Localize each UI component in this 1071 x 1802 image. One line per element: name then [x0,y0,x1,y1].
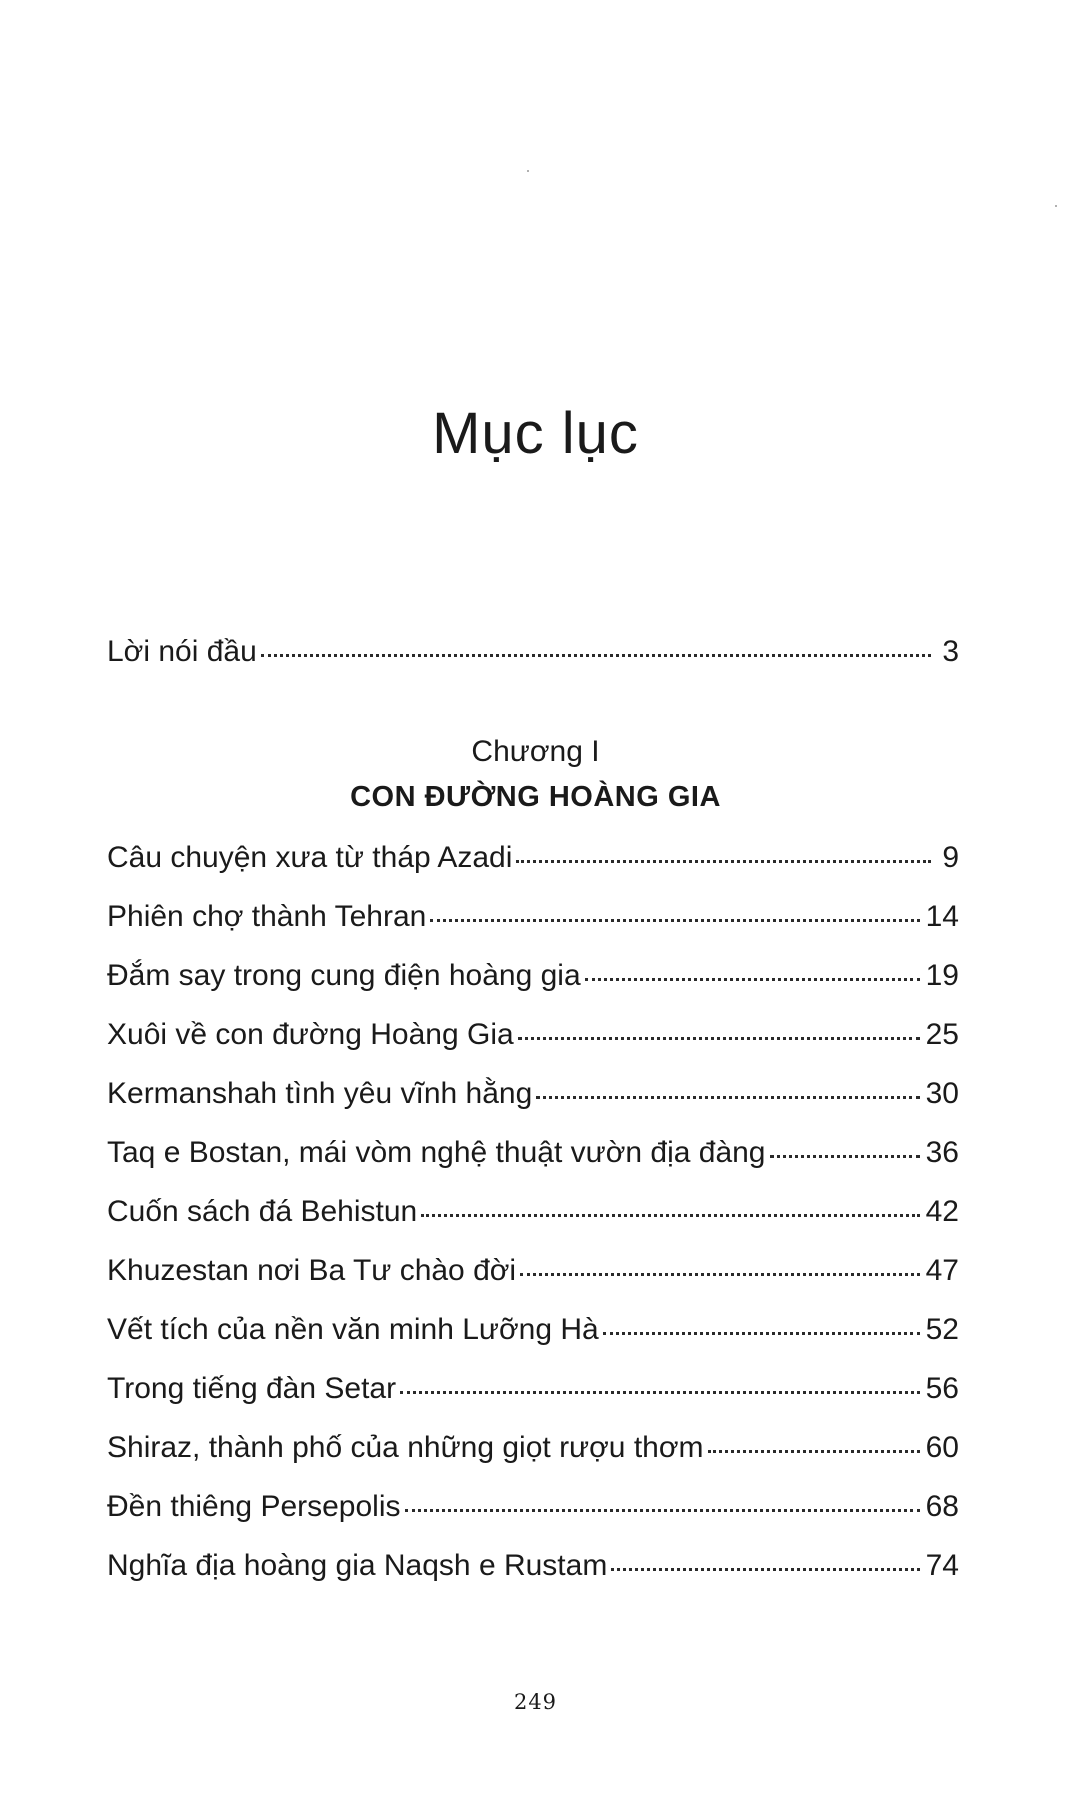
chapter-title: CON ĐƯỜNG HOÀNG GIA [350,781,721,813]
toc-entry-page: 68 [925,1490,959,1523]
toc-entry-page: 74 [925,1549,959,1582]
toc-entry-label: Câu chuyện xưa từ tháp Azadi [107,841,513,874]
toc-entry [107,1190,959,1234]
dot-leader [430,919,919,922]
toc-entry [107,1426,959,1470]
toc-entry-label: Xuôi về con đường Hoàng Gia [107,1018,514,1051]
dot-leader [770,1155,920,1158]
dot-leader [585,978,920,981]
toc-entry-label: Taq e Bostan, mái vòm nghệ thuật vườn địa đàng [107,1136,766,1169]
toc-entry-page: 9 [942,841,959,874]
toc-entry-page: 14 [925,900,959,933]
dot-leader [400,1391,920,1394]
page-title: Mục lục [432,401,639,466]
toc-entry-label: Trong tiếng đàn Setar [107,1372,397,1405]
toc-entry [107,1308,959,1352]
toc-entry-label: Nghĩa địa hoàng gia Naqsh e Rustam [107,1549,608,1582]
toc-entry-page: 52 [925,1313,959,1346]
toc-entry-page: 47 [925,1254,959,1287]
dot-leader [520,1273,920,1276]
toc-entry-page: 30 [925,1077,959,1110]
dot-leader [611,1568,919,1571]
toc-entry-label: Khuzestan nơi Ba Tư chào đời [107,1254,517,1287]
toc-entry [107,1485,959,1529]
dot-leader [261,654,931,657]
toc-entry [107,1013,959,1057]
toc-entry-page: 60 [925,1431,959,1464]
toc-entry-label: Đền thiêng Persepolis [107,1490,401,1523]
toc-entry [107,836,959,880]
toc-entry [107,1367,959,1411]
page-number: 249 [513,1690,558,1714]
dot-leader [518,1037,920,1040]
toc-entry [107,1544,959,1588]
toc-entry-preface [107,630,959,674]
toc-entry-label: Lời nói đầu [107,635,257,668]
toc-entry-label: Cuốn sách đá Behistun [107,1195,418,1228]
toc-entry-label: Phiên chợ thành Tehran [107,900,427,933]
scan-speck [527,170,529,172]
toc-entry-page: 56 [925,1372,959,1405]
toc-entry [107,1072,959,1116]
dot-leader [536,1096,919,1099]
dot-leader [421,1214,919,1217]
chapter-label: Chương I [471,735,600,768]
toc-entry [107,1249,959,1293]
dot-leader [603,1332,920,1335]
toc-entry-label: Vết tích của nền văn minh Lưỡng Hà [107,1313,599,1346]
toc-entry-label: Đắm say trong cung điện hoàng gia [107,959,581,992]
toc-entry-page: 36 [925,1136,959,1169]
dot-leader [516,860,931,863]
toc-entry-page: 19 [925,959,959,992]
toc-entry [107,1131,959,1175]
dot-leader [405,1509,920,1512]
toc-entry-label: Shiraz, thành phố của những giọt rượu thơm [107,1431,704,1464]
toc-entry-page: 42 [925,1195,959,1228]
toc-entry-page: 3 [942,635,959,668]
toc-entry-page: 25 [925,1018,959,1051]
toc-entry-label: Kermanshah tình yêu vĩnh hằng [107,1077,533,1110]
dot-leader [708,1450,920,1453]
toc-entry [107,954,959,998]
scan-speck [1055,205,1057,207]
toc-entry [107,895,959,939]
